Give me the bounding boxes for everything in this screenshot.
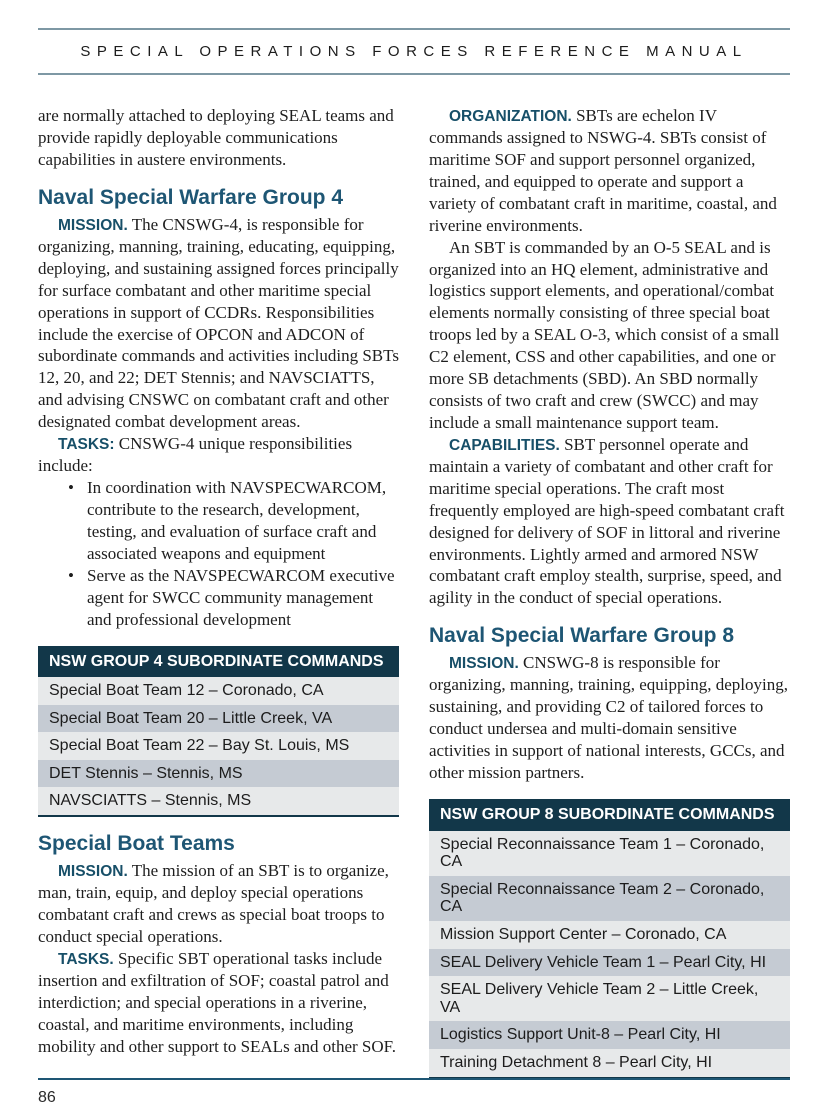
mission-label: MISSION. <box>58 216 128 234</box>
table-row: Logistics Support Unit-8 – Pearl City, HI <box>429 1021 790 1049</box>
capabilities-text: SBT personnel operate and maintain a variety of combatant and other craft for maritime special operations. The craft most frequently employed are high-speed combatant craft designed for delivery of SOF in littoral and riverine environments. Lightly armed and armored NSW combatant craft employ stealth, surprise, speed, and agility in the conduct of special operations. <box>429 434 785 608</box>
sbt-organization-paragraph <box>429 105 790 237</box>
table-row: SEAL Delivery Vehicle Team 2 – Little Creek, VA <box>429 976 790 1021</box>
group4-tasks-paragraph <box>38 433 399 477</box>
left-column <box>38 105 399 1079</box>
tasks-text: CNSWG-4 unique responsibilities include: <box>38 434 353 476</box>
page-footer <box>38 1078 790 1107</box>
table-row: Special Reconnaissance Team 2 – Coronado, CA <box>429 876 790 921</box>
heading-nsw-group-8: Naval Special Warfare Group 8 <box>429 624 735 648</box>
organization-text: SBTs are echelon IV commands assigned to NSWG-4. SBTs consist of maritime SOF and support personnel organized, trained, and equipped to operate and support a variety of combatant craft in maritime, coastal, and riverine environments. <box>429 106 777 235</box>
capabilities-label: CAPABILITIES. <box>449 436 560 454</box>
table-rows <box>38 677 399 815</box>
table-row: SEAL Delivery Vehicle Team 1 – Pearl City, HI <box>429 949 790 977</box>
organization-label: ORGANIZATION. <box>449 108 572 125</box>
table-row: Training Detachment 8 – Pearl City, HI <box>429 1049 790 1077</box>
table-row: Special Boat Team 22 – Bay St. Louis, MS <box>38 732 399 760</box>
mission-label: MISSION. <box>449 655 519 673</box>
mission-label: MISSION. <box>58 863 128 881</box>
page-number: 86 <box>38 1089 56 1106</box>
two-column-body <box>38 105 790 1079</box>
group4-task-list <box>68 477 399 630</box>
table-row: NAVSCIATTS – Stennis, MS <box>38 787 399 815</box>
sbt-tasks-paragraph <box>38 948 399 1058</box>
table-header: NSW GROUP 4 SUBORDINATE COMMANDS <box>38 646 399 678</box>
intro-paragraph: are normally attached to deploying SEAL teams and provide rapidly deployable communications capabilities in austere environments. <box>38 106 394 169</box>
heading-nsw-group-4: Naval Special Warfare Group 4 <box>38 185 344 209</box>
table-row: Special Reconnaissance Team 1 – Coronado, CA <box>429 831 790 876</box>
tasks-label: TASKS. <box>58 950 114 968</box>
table-rows <box>429 831 790 1077</box>
group4-subordinate-commands-table <box>38 646 399 818</box>
group4-mission-paragraph <box>38 214 399 433</box>
sbt-mission-paragraph <box>38 860 399 948</box>
right-column <box>429 105 790 1079</box>
tasks-label: TASKS: <box>58 436 115 454</box>
mission-text: CNSWG-8 is responsible for organizing, manning, training, equipping, deploying, sustaining, and providing C2 of tailored forces to conduct undersea and multi-domain sensitive activities in support of national interests, GCCs, and other mission partners. <box>429 653 788 783</box>
task-bullet-item: • In coordination with NAVSPECWARCOM, contribute to the research, development, testing, and evaluation of surface craft and associated weapons and equipment <box>68 477 399 565</box>
table-row: Special Boat Team 20 – Little Creek, VA <box>38 705 399 733</box>
sbt-structure-paragraph: An SBT is commanded by an O-5 SEAL and is organized into an HQ element, administrative and logistics support elements, and operational/combat elements normally consisting of three special boat troops led by a SEAL O-3, which consist of a small C2 element, CSS and other capabilities, and one or more SB detachments (SBD). An SBD normally consists of two craft and crew (SWCC) and may include a small maintenance support team. <box>429 237 780 432</box>
group8-subordinate-commands-table <box>429 799 790 1079</box>
tasks-text: Specific SBT operational tasks include insertion and exfiltration of SOF; coastal patrol and interdiction; and special operations in a riverine, coastal, and maritime environments, including mobility and other support to SEALs and other SOF. <box>38 948 396 1056</box>
mission-text: The CNSWG-4, is responsible for organizing, manning, training, educating, equipping, deploying, and sustaining assigned forces principally for surface combatant and other maritime special operations in support of CCDRs. Responsibilities include the exercise of OPCON and ADCON of subordinate commands and activities including SBTs 12, 20, and 22; DET Stennis; and NAVSCIATTS, and advising CNSWC on combatant craft and other designated combat development areas. <box>38 214 399 432</box>
heading-special-boat-teams: Special Boat Teams <box>38 832 235 856</box>
page-header <box>38 28 790 75</box>
table-row: DET Stennis – Stennis, MS <box>38 760 399 788</box>
table-header: NSW GROUP 8 SUBORDINATE COMMANDS <box>429 799 790 831</box>
table-row: Special Boat Team 12 – Coronado, CA <box>38 677 399 705</box>
sbt-capabilities-paragraph <box>429 434 790 609</box>
mission-text: The mission of an SBT is to organize, man, train, equip, and deploy special operations combatant craft and crews as special boat troops to conduct special operations. <box>38 861 389 946</box>
manual-title: SPECIAL OPERATIONS FORCES REFERENCE MANUAL <box>80 43 748 60</box>
task-bullet-item: • Serve as the NAVSPECWARCOM executive agent for SWCC community management and professional development <box>68 565 399 631</box>
group8-mission-paragraph <box>429 652 790 784</box>
table-row: Mission Support Center – Coronado, CA <box>429 921 790 949</box>
